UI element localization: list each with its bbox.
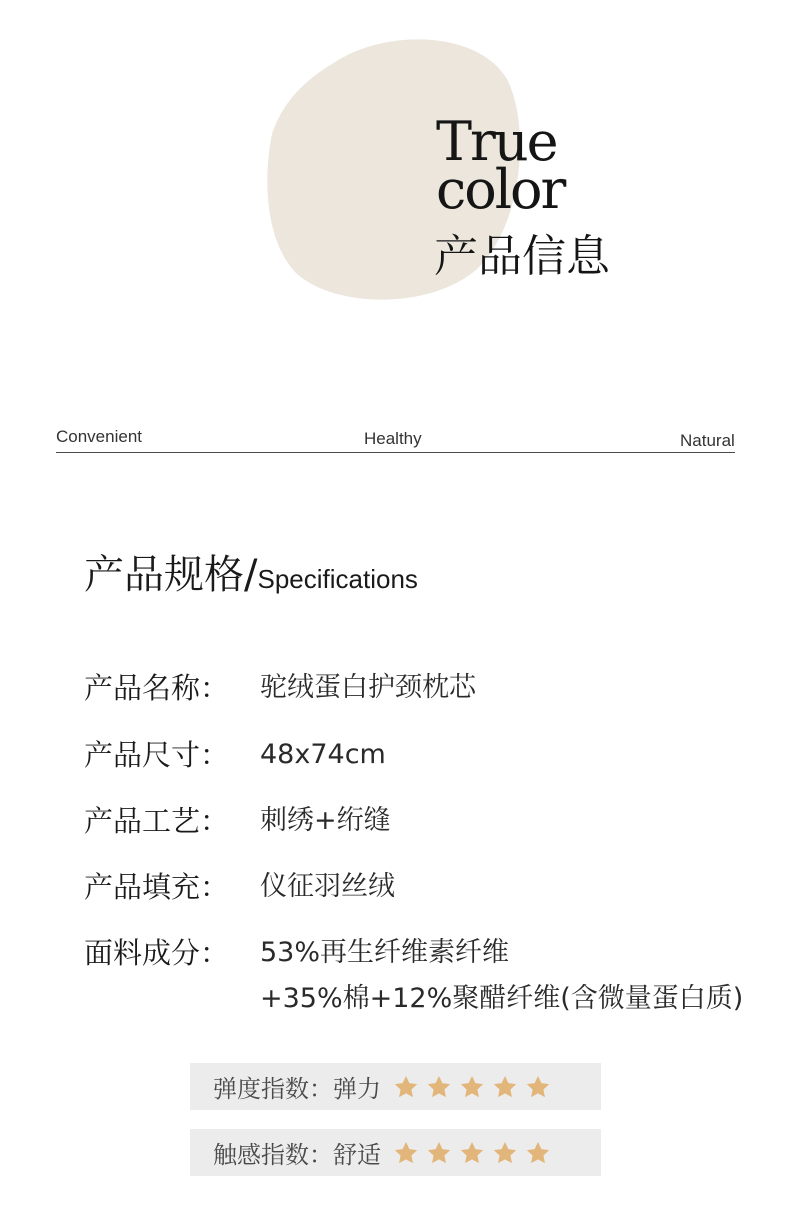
rating-stars [393, 1074, 558, 1100]
title-line-true: True [436, 110, 557, 173]
title-line-color: color [436, 158, 565, 221]
spec-row-fabric [84, 931, 744, 1014]
rating-label: 弹度指数：弹力 [213, 1075, 381, 1103]
divider-line [56, 452, 735, 453]
title-chinese: 产品信息 [434, 231, 610, 282]
section-title [84, 548, 418, 606]
tagline-convenient: Convenient [56, 427, 143, 446]
spec-key: 产品名称： [84, 671, 230, 705]
star-icon [492, 1074, 518, 1100]
section-title-en: Specifications [257, 564, 418, 594]
star-icon [426, 1074, 452, 1100]
spec-row-filling [84, 865, 395, 909]
spec-row-size [84, 733, 386, 777]
tagline-healthy: Healthy [364, 429, 422, 448]
title-english [436, 110, 565, 221]
spec-key: 产品尺寸： [84, 738, 230, 772]
star-icon [525, 1140, 551, 1166]
spec-row-craft [84, 799, 391, 843]
star-icon [393, 1074, 419, 1100]
spec-key: 产品填充： [84, 870, 230, 904]
star-icon [525, 1074, 551, 1100]
tagline-natural: Natural [680, 431, 735, 450]
star-icon [426, 1140, 452, 1166]
spec-value: 驼绒蛋白护颈枕芯 [260, 672, 476, 703]
star-icon [393, 1140, 419, 1166]
rating-label: 触感指数：舒适 [213, 1141, 381, 1169]
spec-value: 仪征羽丝绒 [260, 871, 395, 902]
rating-bar-elasticity [190, 1063, 601, 1110]
star-icon [459, 1074, 485, 1100]
spec-value: 53%再生纤维素纤维 [260, 937, 510, 968]
section-title-separator: / [244, 552, 258, 598]
rating-stars [393, 1140, 558, 1166]
spec-key: 产品工艺： [84, 804, 230, 838]
spec-row-name [84, 666, 476, 710]
star-icon [492, 1140, 518, 1166]
spec-value: 刺绣+绗缝 [260, 805, 391, 836]
spec-key: 面料成分： [84, 936, 230, 970]
spec-value: 48x74cm [260, 739, 386, 770]
section-title-cn: 产品规格 [84, 552, 244, 598]
star-icon [459, 1140, 485, 1166]
spec-value-line2: +35%棉+12%聚醋纤维(含微量蛋白质) [260, 983, 744, 1014]
rating-bar-touch [190, 1129, 601, 1176]
